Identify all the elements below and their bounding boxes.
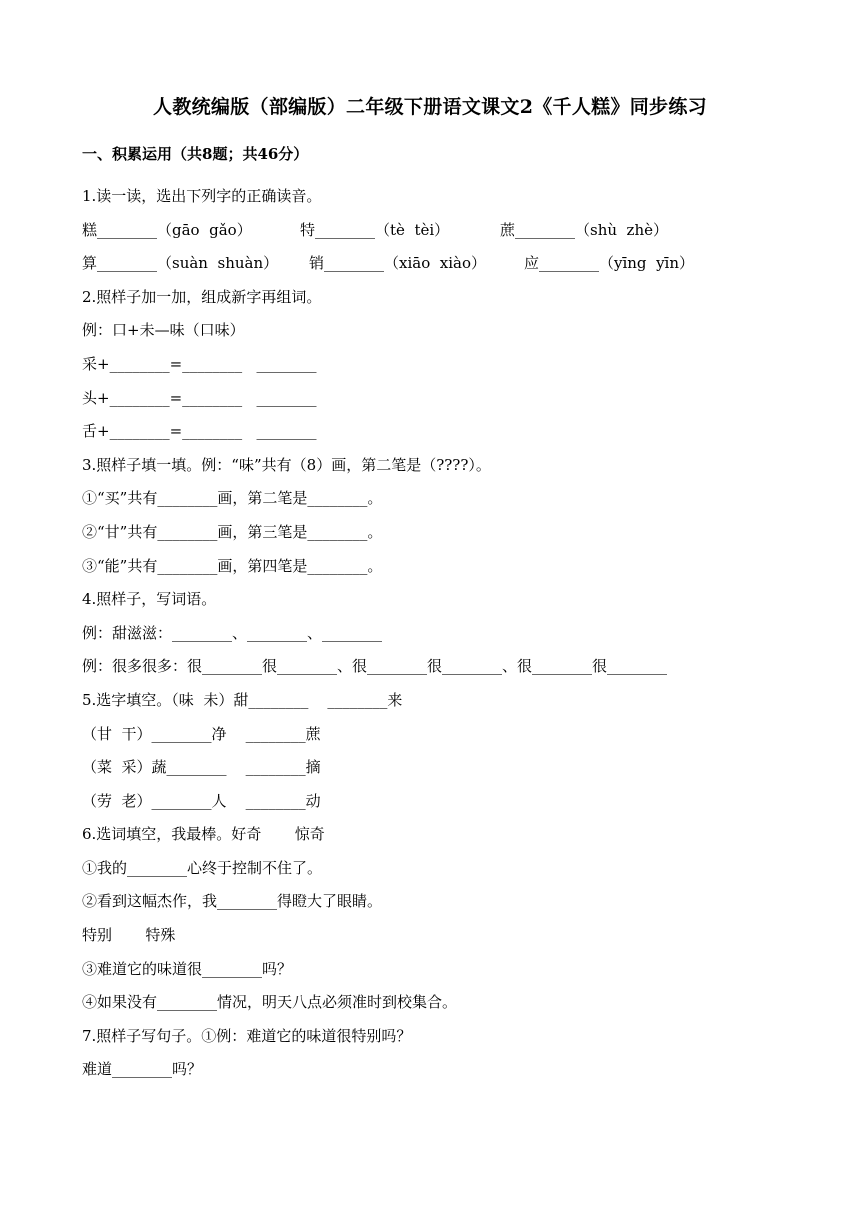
exercise-line — [82, 953, 782, 987]
exercise-text: ③“能”共有________画，第四笔是________。 — [82, 556, 383, 575]
exercise-text: （菜 采）蔬________ ________摘 — [82, 758, 321, 777]
exercise-text: ④如果没有________情况，明天八点必须准时到校集合。 — [82, 993, 458, 1012]
exercise-line — [82, 751, 782, 785]
exercise-text: 2.照样子加一加，组成新字再组词。 — [82, 287, 322, 306]
section-heading: 一、积累运用（共8题；共46分） — [82, 145, 309, 163]
exercise-text: ②看到这幅杰作，我________得瞪大了眼睛。 — [82, 892, 383, 911]
exercise-text: 3.照样子填一填。例：“味”共有（8）画，第二笔是（????）。 — [82, 455, 491, 474]
exercise-text: 7.照样子写句子。①例：难道它的味道很特别吗？ — [82, 1026, 412, 1045]
exercise-text: 特________（tè tèi） — [300, 220, 450, 239]
exercise-text: 蔗________（shù zhè） — [500, 220, 668, 239]
exercise-text: 5.选字填空。（味 未）甜________ ________来 — [82, 690, 403, 709]
exercise-line — [82, 516, 782, 550]
exercise-line — [82, 214, 782, 248]
exercise-text: 特别 特殊 — [82, 926, 176, 945]
exercise-line — [82, 482, 782, 516]
exercise-text: 例：甜滋滋：________、________、________ — [82, 623, 383, 642]
exercise-line — [82, 986, 782, 1020]
exercise-line — [82, 247, 782, 281]
exercise-text: ③难道它的味道很________吗？ — [82, 959, 293, 978]
exercise-text: 糕________（gāo gǎo） — [82, 220, 252, 239]
exercise-text: 舌+________=________ ________ — [82, 422, 317, 441]
exercise-text: 算________（suàn shuàn） — [82, 254, 279, 273]
exercise-text: （甘 干）________净 ________蔗 — [82, 724, 321, 743]
exercise-text: 采+________=________ ________ — [82, 354, 317, 373]
exercise-line — [82, 885, 782, 919]
exercise-text: ①“买”共有________画，第二笔是________。 — [82, 489, 383, 508]
exercise-line — [82, 785, 782, 819]
exercise-line — [82, 583, 782, 617]
exercise-text: 难道________吗？ — [82, 1060, 203, 1079]
exercise-line — [82, 718, 782, 752]
exercise-text: 例：口+未—味（口味） — [82, 321, 245, 340]
exercise-line — [82, 1020, 782, 1054]
exercise-line — [82, 684, 782, 718]
exercise-line — [82, 852, 782, 886]
exercise-text: （劳 老）________人 ________动 — [82, 791, 321, 810]
exercise-line — [82, 415, 782, 449]
page-title: 人教统编版（部编版）二年级下册语文课文2《千人糕》同步练习 — [153, 96, 707, 118]
exercise-line — [82, 1053, 782, 1087]
exercise-text: 头+________=________ ________ — [82, 388, 317, 407]
exercise-line — [82, 382, 782, 416]
exercise-line — [82, 650, 782, 684]
exercise-text: 应________（yīng yīn） — [524, 254, 695, 273]
exercise-line — [82, 314, 782, 348]
exercise-line — [82, 180, 782, 214]
exercise-text: 销________（xiāo xiào） — [309, 254, 486, 273]
exercise-lines — [82, 180, 782, 1087]
exercise-line — [82, 919, 782, 953]
exercise-text: 1.读一读，选出下列字的正确读音。 — [82, 187, 322, 205]
exercise-line — [82, 449, 782, 483]
exercise-text: 4.照样子，写词语。 — [82, 590, 217, 609]
exercise-line — [82, 818, 782, 852]
exercise-line — [82, 281, 782, 315]
exercise-text: ②“甘”共有________画，第三笔是________。 — [82, 522, 383, 541]
exercise-text: 6.选词填空，我最棒。好奇 惊奇 — [82, 825, 325, 844]
exercise-line — [82, 550, 782, 584]
exercise-line — [82, 617, 782, 651]
exercise-line — [82, 348, 782, 382]
exercise-text: 例：很多很多：很________很________、很________很________、很________很________ — [82, 657, 668, 676]
exercise-text: ①我的________心终于控制不住了。 — [82, 858, 323, 877]
